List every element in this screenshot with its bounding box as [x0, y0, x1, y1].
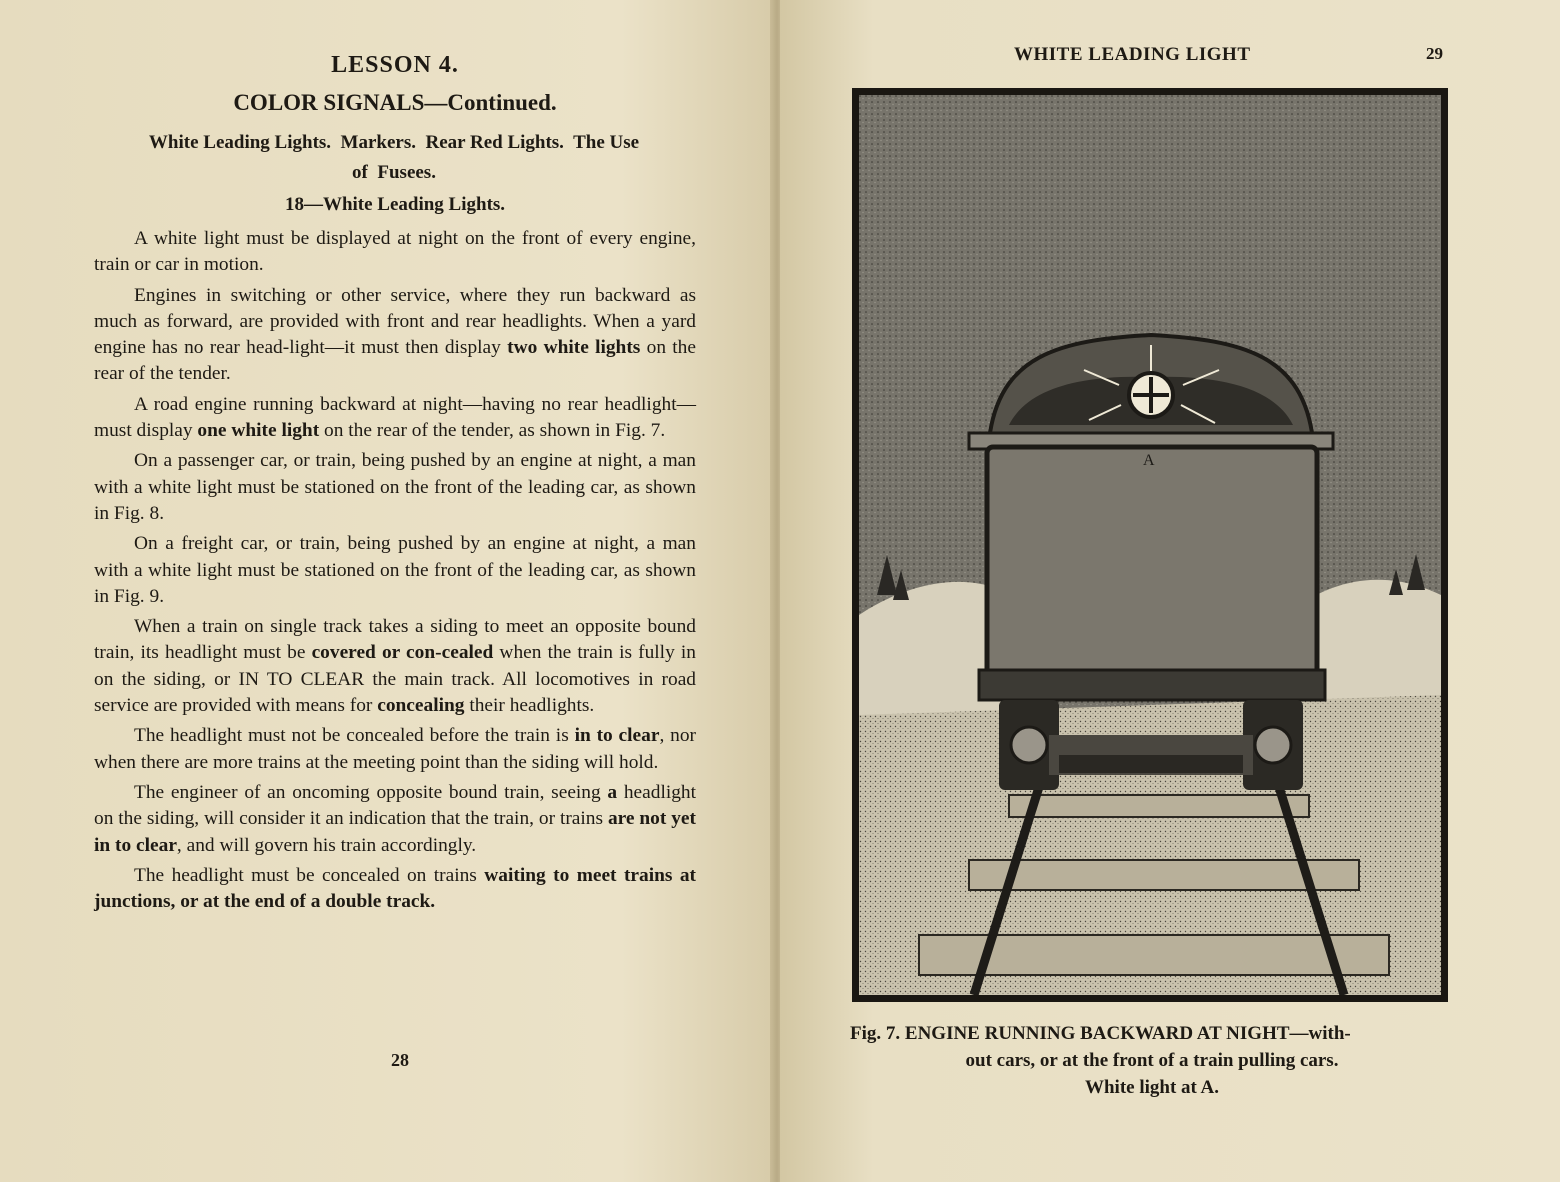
paragraph-8-emphasis-b: a — [607, 781, 618, 803]
paragraph-7-text-c: , nor when there are more trains at the meeting point than the siding will hold. — [94, 725, 696, 773]
engine-backward-illustration — [859, 95, 1441, 995]
paragraph-3 — [94, 392, 696, 445]
topics-list — [92, 128, 696, 188]
paragraph-6-text-c: when the train is fully in on the siding, or IN TO CLEAR the main track. All locomotives in road service are provided with means for — [94, 642, 696, 717]
caption-line-2: out cars, or at the front of a train pulling cars. — [965, 1050, 1339, 1071]
caption-line-3: White light at A. — [1084, 1077, 1220, 1098]
topics-line-1: White Leading Lights. Markers. Rear Red Lights. The Use — [148, 132, 640, 153]
paragraph-6-emphasis-b: covered or con-cealed — [311, 642, 494, 664]
paragraph-9-text-a: The headlight must be concealed on trains — [134, 864, 485, 886]
paragraph-5 — [94, 531, 696, 610]
paragraph-8-text-a: The engineer of an oncoming opposite bound train, seeing — [134, 781, 608, 803]
paragraph-9-emphasis: waiting to meet trains at junctions, or at the end of a double track. — [94, 864, 696, 913]
paragraph-8 — [94, 780, 696, 859]
paragraph-8-text-e: , and will govern his train accordingly. — [176, 834, 477, 856]
caption-line-1 — [850, 1020, 1454, 1047]
paragraph-6-emphasis-d: concealing — [377, 695, 465, 717]
paragraph-8-emphasis-d: are not yet in to clear — [94, 808, 696, 856]
right-page — [780, 0, 1560, 1182]
paragraph-4 — [94, 448, 696, 527]
caption-line-1-text: ENGINE RUNNING BACKWARD AT NIGHT—with- — [904, 1023, 1351, 1044]
paragraph-4-text: On a passenger car, or train, being pushed by an engine at night, a man with a white light must be stationed on the front of the leading car, as shown in Fig. 8. — [94, 450, 696, 524]
figure-illustration — [852, 88, 1448, 1002]
page-number-left: 28 — [391, 1050, 409, 1070]
page-number-right: 29 — [1426, 44, 1443, 63]
paragraph-1 — [94, 226, 696, 279]
section-title: COLOR SIGNALS—Continued. — [233, 90, 557, 115]
paragraph-3-emphasis: one white light — [197, 420, 320, 442]
body-text — [94, 226, 696, 919]
running-head: WHITE LEADING LIGHT — [1014, 44, 1251, 65]
paragraph-6 — [94, 614, 696, 719]
paragraph-8-text-c: headlight on the siding, will consider it an indication that the train, or trains — [94, 781, 696, 830]
paragraph-6-text-e: their headlights. — [464, 695, 595, 717]
paragraph-7-text-a: The headlight must not be concealed before the train is — [134, 725, 575, 747]
paragraph-6-text-a: When a train on single track takes a siding to meet an opposite bound train, its headlight must be — [94, 616, 696, 664]
paragraph-3-text-a: A road engine running backward at night—having no rear headlight—must display — [94, 393, 696, 442]
paragraph-1-text: A white light must be displayed at night on the front of every engine, train or car in motion. — [94, 228, 696, 276]
paragraph-5-text: On a freight car, or train, being pushed by an engine at night, a man with a white light must be stationed on the front of the leading car, as shown in Fig. 9. — [94, 533, 696, 607]
paragraph-9 — [94, 863, 696, 916]
caption-figure-number: Fig. 7. — [850, 1023, 901, 1044]
figure-caption — [850, 1020, 1454, 1101]
paragraph-7-emphasis: in to clear — [574, 725, 660, 747]
paragraph-3-text-c: on the rear of the tender, as shown in Fig. 7. — [319, 420, 666, 442]
left-page — [0, 0, 776, 1182]
paragraph-2-text-c: on the rear of the tender. — [94, 337, 696, 385]
paragraph-2 — [94, 283, 696, 388]
paragraph-2-text-a: Engines in switching or other service, where they run backward as much as forward, are provided with front and rear headlights. When a yard engine has no rear head-light—it must then display — [94, 284, 696, 359]
lesson-heading: LESSON 4. — [331, 52, 459, 78]
paragraph-2-emphasis: two white lights — [507, 337, 641, 359]
paragraph-7 — [94, 723, 696, 776]
lamp-label-a: A — [1143, 452, 1155, 469]
subsection-heading: 18—White Leading Lights. — [284, 194, 506, 215]
topics-line-2: of Fusees. — [352, 162, 436, 183]
